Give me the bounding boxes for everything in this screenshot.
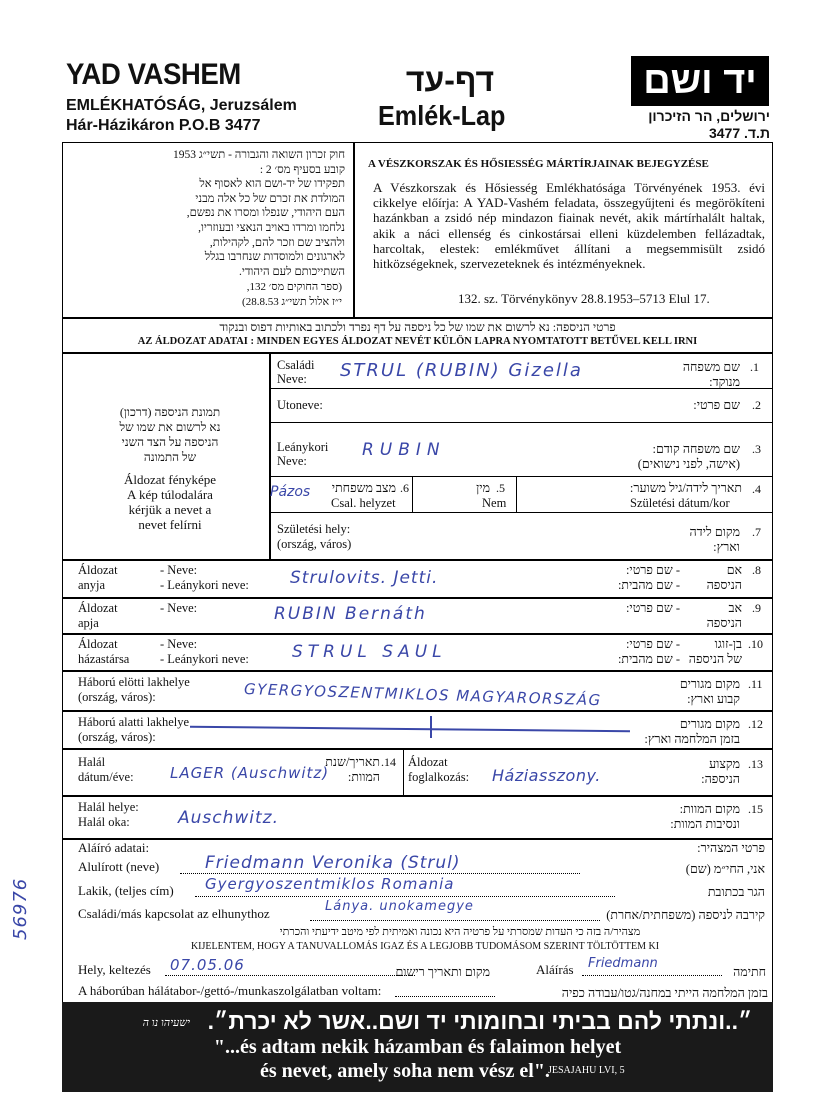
field-birth-place-label-heb-1: מקום לידה — [689, 525, 740, 539]
field-mother-label-a1: Áldozat — [78, 563, 118, 577]
field-wartime-tick — [430, 716, 432, 738]
field-surname-number: .1 — [750, 360, 759, 374]
instructions-hungarian: AZ ÁLDOZAT ADATAI : MINDEN EGYES ÁLDOZAT NEVÉT KÜLÖN LAPRA NYOMTATOTT BETŰVEL KELL IRNI — [137, 336, 698, 347]
footer-hungarian-line-1: "...és adtam nekik házamban és falaimon helyet — [213, 1036, 622, 1058]
footer-hebrew-source: ישעיהו נו ה — [142, 1017, 190, 1029]
field-surname-value: STRUL (RUBIN) Gizella — [340, 360, 583, 381]
field-spouse-label-a1: Áldozat — [78, 637, 118, 651]
declaration-hungarian: KIJELENTEM, HOGY A TANUVALLOMÁS IGAZ ÉS A LEGJOBB TUDOMÁSOM SZERINT TÖLTÖTTEM KI — [190, 941, 660, 952]
field-wartime-label-2: (ország, város): — [78, 730, 156, 744]
photo-hungarian-line: kérjük a nevet a — [128, 502, 212, 517]
signer-relation-label-heb: קירבה לניספה (משפחתית/אחרת) — [606, 908, 765, 922]
photo-hungarian-line: A kép túlodalára — [127, 487, 213, 502]
field-spouse-number: .10 — [748, 637, 763, 651]
law-hungarian-body: A Vészkorszak és Hősiesség Emlékhatósága Törvényének 1953. évi cikkelye előírja: A YAD-Vashém feladata, összegyűjteni és megörökíteni hazánkban a zsidó nép mindazon fiainak nevét, akik mártírhalált haltak, akik a náci ellenség és cinkostársai elleni küzdelemben fellázadtak, harcoltak, elestek: emlékművet állítani a megsemmisült zsidó hitközségeknek, szervezeteknek és intézményeknek. — [373, 180, 765, 272]
field-father-heb-b1: אב — [728, 601, 742, 615]
field-prewar-number: .11 — [748, 677, 763, 691]
law-hebrew-line: נלחמו ומרדו באויב הנאצי ובעוזריו, — [198, 221, 345, 234]
field-father-heb-b2: הניספה — [706, 616, 742, 630]
signature-line — [582, 975, 722, 976]
field-spouse-value: STRUL SAUL — [292, 642, 447, 662]
field-death-date-label-1: Halál — [78, 755, 106, 769]
signer-address-line — [195, 896, 615, 897]
field-occupation-value: Háziasszony. — [492, 766, 601, 785]
field-birth-place-label-heb-2: וארץ: — [713, 540, 740, 554]
field-father-heb-a: - שם פרטי: — [625, 601, 680, 615]
field-occupation-heb-2: הניספה: — [701, 772, 740, 786]
camp-label-hu: A háborúban hálátabor-/gettó-/munkaszolgálatban voltam: — [78, 983, 382, 998]
signature-label-heb: חתימה — [733, 965, 766, 979]
field-spouse-label-a2: házastársa — [78, 652, 130, 666]
signer-address-value: Gyergyoszentmiklos Romania — [205, 875, 455, 893]
camp-line — [395, 996, 495, 997]
field-death-place-value: Auschwitz. — [178, 808, 280, 828]
law-hebrew-line: השתייכותם לעם היהודי. — [239, 265, 345, 278]
field-mother-heb-a2: - שם מהבית: — [617, 578, 680, 592]
field-marital-number: .6 — [400, 481, 409, 495]
field-father-label-a2: apja — [78, 616, 99, 630]
field-spouse-label-b1: - Neve: — [160, 637, 198, 651]
field-wartime-label-1: Háború alatti lakhelye — [78, 715, 190, 729]
signature-value: Friedmann — [588, 956, 658, 971]
field-sex-label-hu: Nem — [482, 496, 507, 510]
field-spouse-heb-a1: - שם פרטי: — [625, 637, 680, 651]
field-surname-label-heb-1: שם משפחה — [682, 360, 740, 374]
signer-title-hu: Aláíró adatai: — [78, 840, 150, 855]
field-mother-label-b2: - Leánykori neve: — [160, 578, 249, 592]
field-mother-number: .8 — [752, 563, 761, 577]
field-marital-value: Pázos — [270, 484, 311, 500]
law-hebrew-line: קובע בסעיף מס׳ 2 : — [259, 163, 345, 176]
place-date-line — [165, 975, 415, 976]
field-death-place-label-2: Halál oka: — [78, 815, 130, 829]
margin-number: 56976 — [10, 877, 31, 940]
address-hebrew-1: ירושלים, הר הזיכרון — [648, 108, 770, 124]
signer-title-heb: פרטי המצהיר: — [697, 841, 765, 855]
field-wartime-heb-1: מקום מגורים — [679, 717, 740, 731]
field-birth-date-label-heb: תאריך לידה/גיל משוער: — [629, 481, 742, 495]
field-mother-heb-b2: הניספה — [706, 578, 742, 592]
footer-hebrew-quote: ״..ונתתי להם בביתי ובחומותי יד ושם..אשר לא יכרת״. — [207, 1008, 753, 1034]
law-hebrew-line: המולדת את זכרם של כל אלה מבני — [195, 192, 345, 205]
place-date-label-heb: מקום ותאריך רישום — [395, 965, 490, 979]
law-hebrew-line: העם היהודי, שנפלו ומסרו את נפשם, — [186, 207, 345, 220]
photo-hebrew-line: תמונת הניספה (דרכון) — [119, 405, 221, 419]
address-hebrew-2: ת.ד. 3477 — [708, 125, 770, 141]
law-hebrew-line: תפקידו של יד-ושם הוא לאסוף אל — [199, 178, 345, 191]
field-spouse-heb-a2: - שם מהבית: — [617, 652, 680, 666]
instructions-hebrew: פרטי הניספה: נא לרשום את שמו של כל ניספה על דף נפרד ולכתוב באותיות דפוס ובנקוד — [219, 320, 616, 334]
law-hungarian-reference: 132. sz. Törvénykönyv 28.8.1953–5713 Elul 17. — [458, 291, 710, 306]
field-surname-label-heb-2: מנוקד: — [709, 375, 740, 389]
photo-hungarian-line: Áldozat fényképe — [123, 472, 217, 487]
field-father-label-b: - Neve: — [160, 601, 198, 615]
field-first-name-label-heb: שם פרטי: — [693, 398, 740, 412]
field-wartime-number: .12 — [748, 717, 763, 731]
law-hebrew-line: ולהציב שם וזכר להם, לקהילות, — [209, 236, 345, 249]
photo-instructions-hebrew — [80, 405, 260, 465]
field-mother-label-b1: - Neve: — [160, 563, 198, 577]
field-birth-date-label-hu: Születési dátum/kor — [630, 496, 730, 510]
signer-address-label-heb: הגר בכתובת — [707, 885, 765, 899]
field-sex-number: .5 — [496, 481, 505, 495]
field-father-label-a1: Áldozat — [78, 601, 118, 615]
field-birth-place-label-hu-1: Születési hely: — [277, 522, 351, 536]
field-prewar-heb-1: מקום מגורים — [679, 677, 740, 691]
field-spouse-heb-b1: בן-זוגו — [714, 637, 742, 651]
field-first-name-number: .2 — [752, 398, 761, 412]
field-wartime-heb-2: בזמן המלחמה וארץ: — [644, 732, 740, 746]
place-date-label-hu: Hely, keltezés — [78, 962, 151, 977]
signer-address-label-hu: Lakik, (teljes cím) — [78, 883, 174, 898]
declaration-hebrew: מצהיר/ה בזה כי העדות שמסרתי על פרטיה היא נכונה ואמיתית לפי מיטב ידיעתי והכרתי — [279, 926, 641, 938]
org-subtitle-1: EMLÉKHATÓSÁG, Jeruzsálem — [66, 97, 297, 114]
signer-relation-label-hu: Családi/más kapcsolat az elhunythoz — [78, 906, 270, 921]
signer-name-line — [180, 873, 580, 874]
org-title: YAD VASHEM — [66, 58, 241, 91]
field-maiden-label-heb-2: (אישה, לפני נישואים) — [637, 457, 740, 471]
footer-hungarian-source: JESAJAHU LVI, 5 — [548, 1065, 625, 1076]
field-death-date-heb-2: המוות: — [347, 770, 380, 784]
yad-vashem-logo: יד ושם — [631, 56, 769, 106]
field-mother-label-a2: anyja — [78, 578, 106, 592]
field-father-number: .9 — [752, 601, 761, 615]
place-date-value: 07.05.06 — [170, 956, 245, 974]
field-mother-value: Strulovits. Jetti. — [290, 568, 439, 588]
field-birth-date-number: .4 — [752, 482, 761, 496]
law-hungarian-title: A VÉSZKORSZAK ÉS HŐSIESSÉG MÁRTÍRJAINAK BEJEGYZÉSE — [368, 158, 709, 170]
field-death-date-heb-1: תאריך/שנת — [325, 755, 380, 769]
org-subtitle-2: Hár-Házikáron P.O.B 3477 — [66, 117, 261, 134]
field-marital-label-heb: מצב משפחתי — [331, 481, 396, 495]
field-death-place-heb-2: ונסיבות המוות: — [670, 817, 740, 831]
field-first-name-label-hu: Utoneve: — [277, 398, 323, 412]
page-title: Emlék-Lap — [378, 100, 506, 131]
field-prewar-value: GYERGYOSZENTMIKLOS MAGYARORSZÁG — [243, 680, 602, 710]
law-hebrew-text — [70, 148, 345, 279]
field-maiden-label-heb-1: שם משפחה קודם: — [652, 442, 740, 456]
field-death-date-number: .14 — [381, 755, 396, 769]
field-surname-label-hu-2: Neve: — [277, 372, 307, 386]
signer-relation-value: Lánya. unokamegye — [325, 899, 474, 914]
camp-label-heb: בזמן המלחמה הייתי במחנה/גטו/עבודה כפיה — [561, 986, 768, 1000]
field-sex-label-heb: מין — [476, 481, 490, 495]
photo-hebrew-line: של התמונה — [143, 450, 197, 464]
law-reference-1: (ספר החוקים מס׳ 132, — [246, 281, 342, 293]
field-death-place-heb-1: מקום המוות: — [679, 802, 740, 816]
signer-name-label-hu: Alulírott (neve) — [78, 859, 160, 874]
photo-hebrew-line: הניספה על הצד השני — [121, 435, 219, 449]
field-death-place-number: .15 — [748, 802, 763, 816]
field-mother-heb-b1: אם — [726, 563, 742, 577]
field-occupation-label-2: foglalkozás: — [408, 770, 470, 784]
field-maiden-label-hu-2: Neve: — [277, 454, 307, 468]
field-maiden-number: .3 — [752, 442, 761, 456]
field-prewar-heb-2: קבוע וארץ: — [687, 692, 740, 706]
photo-instructions-hungarian — [80, 472, 260, 532]
law-hebrew-line: חוק זכרון השואה והגבורה - תשי״ג 1953 — [173, 149, 345, 161]
field-surname-label-hu-1: Családi — [277, 358, 315, 372]
field-occupation-number: .13 — [748, 757, 763, 771]
field-mother-heb-a1: - שם פרטי: — [625, 563, 680, 577]
field-spouse-heb-b2: של הניספה — [688, 652, 742, 666]
law-reference-2: י״ז אלול תשי״ג 28.8.53) — [242, 296, 342, 308]
field-birth-place-label-hu-2: (ország, város) — [277, 537, 352, 551]
footer-hungarian-line-2: és nevet, amely soha nem vész el". — [260, 1060, 550, 1082]
field-occupation-label-1: Áldozat — [408, 755, 448, 769]
field-maiden-label-hu-1: Leánykori — [277, 440, 329, 454]
signer-name-label-heb: אני, החי״מ (שם) — [685, 862, 765, 876]
signature-label-hu: Aláírás — [536, 962, 574, 977]
field-death-date-value: LAGER (Auschwitz) — [170, 764, 330, 782]
field-father-value: RUBIN Bernáth — [274, 604, 427, 624]
field-death-place-label-1: Halál helye: — [78, 800, 139, 814]
photo-hungarian-line: nevet felírni — [138, 517, 202, 532]
signer-relation-line — [310, 920, 600, 921]
field-marital-label-hu: Csal. helyzet — [331, 496, 396, 510]
center-hebrew-title: דף-עד — [405, 62, 495, 98]
photo-hebrew-line: נא לרשום את שמו של — [119, 420, 221, 434]
field-birth-place-number: .7 — [752, 525, 761, 539]
field-maiden-value: RUBIN — [362, 440, 446, 460]
field-prewar-label-1: Háború elötti lakhelye — [78, 675, 190, 689]
field-occupation-heb-1: מקצוע — [709, 757, 740, 771]
law-hebrew-line: לארגונים ולמוסדות שנחרבו בגלל — [204, 251, 345, 264]
signer-name-value: Friedmann Veronika (Strul) — [205, 853, 461, 873]
field-prewar-label-2: (ország, város): — [78, 690, 156, 704]
field-death-date-label-2: dátum/éve: — [78, 770, 134, 784]
field-spouse-label-b2: - Leánykori neve: — [160, 652, 249, 666]
